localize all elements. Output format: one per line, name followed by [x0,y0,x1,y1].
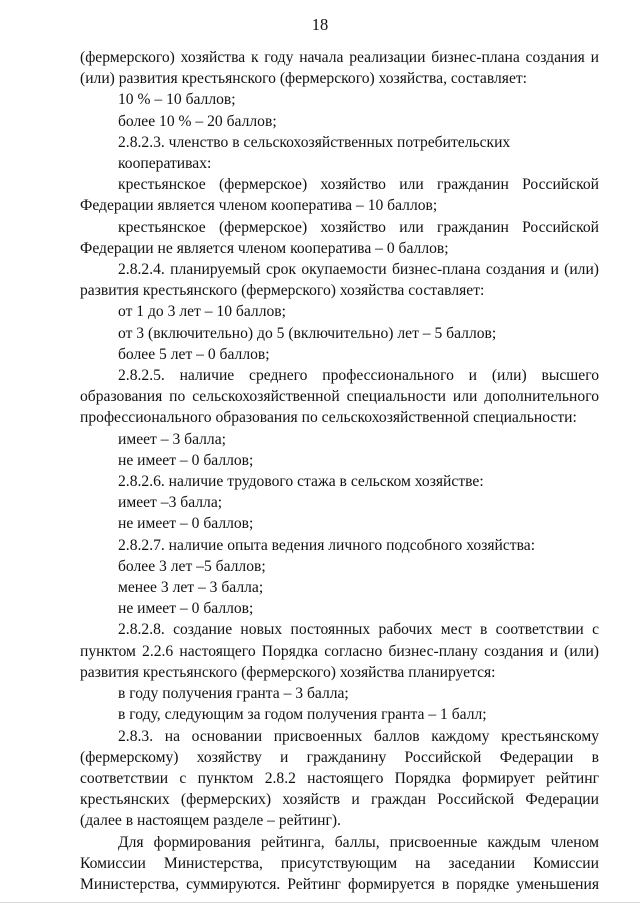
clause-2-8-2-7: 2.8.2.7. наличие опыта ведения личного подсобного хозяйства: [118,536,536,554]
paragraph-continuation: (фермерского) хозяйства к году начала реализации бизнес-плана создания и (или) развития крестьянского (фермерского) хозяйства, составляет: [80,49,599,88]
clause-2-8-2-6: 2.8.2.6. наличие трудового стажа в сельском хозяйстве: [118,473,484,491]
list-item: не имеет – 0 баллов; [118,451,254,469]
list-item: крестьянское (фермерское) хозяйство или гражданин Российской Федерации является членом кооператива – 10 баллов; [80,176,599,215]
list-item: не имеет – 0 баллов; [118,600,254,618]
clause-2-8-2-8: 2.8.2.8. создание новых постоянных рабочих мест в соответствии с пунктом 2.2.6 настоящего Порядка согласно бизнес-плану создания и (или) развития крестьянского (фермерского) хозяйства планируется: [80,621,599,681]
list-item: крестьянское (фермерское) хозяйство или гражданин Российской Федерации не является членом кооператива – 0 баллов; [80,218,599,257]
page-number: 18 [311,15,329,34]
list-item: более 10 % – 20 баллов; [118,112,277,130]
list-item: более 3 лет –5 баллов; [118,557,266,575]
list-item: менее 3 лет – 3 балла; [118,579,264,597]
list-item: в году получения гранта – 3 балла; [118,685,349,703]
list-item: от 1 до 3 лет – 10 баллов; [118,303,286,321]
list-item: в году, следующим за годом получения гранта – 1 балл; [118,706,487,724]
list-item: более 5 лет – 0 баллов; [118,345,270,363]
list-item: не имеет – 0 баллов; [118,515,254,533]
clause-2-8-2-5: 2.8.2.5. наличие среднего профессионального и (или) высшего образования по сельскохозяйственной специальности или дополнительного профессионального образования по сельскохозяйственной специальности: [80,367,599,427]
paragraph-rating: Для формирования рейтинга, баллы, присвоенные каждым членом Комиссии Министерства, присутствующим на заседании Комиссии Министерства, суммируются. Рейтинг формируется в порядке уменьшения [80,833,599,893]
clause-2-8-3: 2.8.3. на основании присвоенных баллов каждому крестьянскому (фермерскому) хозяйству и гражданину Российской Федерации в соответствии с пунктом 2.8.2 настоящего Порядка формирует рейтинг крестьянских (фермерских) хозяйств и граждан Российской Федерации (далее в настоящем разделе – рейтинг). [80,727,599,830]
list-item: 10 % – 10 баллов; [118,91,236,109]
page-edge-divider [0,902,640,903]
clause-2-8-2-4: 2.8.2.4. планируемый срок окупаемости бизнес-плана создания и (или) развития крестьянского (фермерского) хозяйства составляет: [80,261,599,300]
list-item: имеет –3 балла; [118,494,223,512]
clause-2-8-2-3: 2.8.2.3. членство в сельскохозяйственных потребительских кооперативах: [118,133,511,173]
list-item: от 3 (включительно) до 5 (включительно) лет – 5 баллов; [118,324,497,342]
document-body [80,47,599,895]
list-item: имеет – 3 балла; [118,430,226,448]
